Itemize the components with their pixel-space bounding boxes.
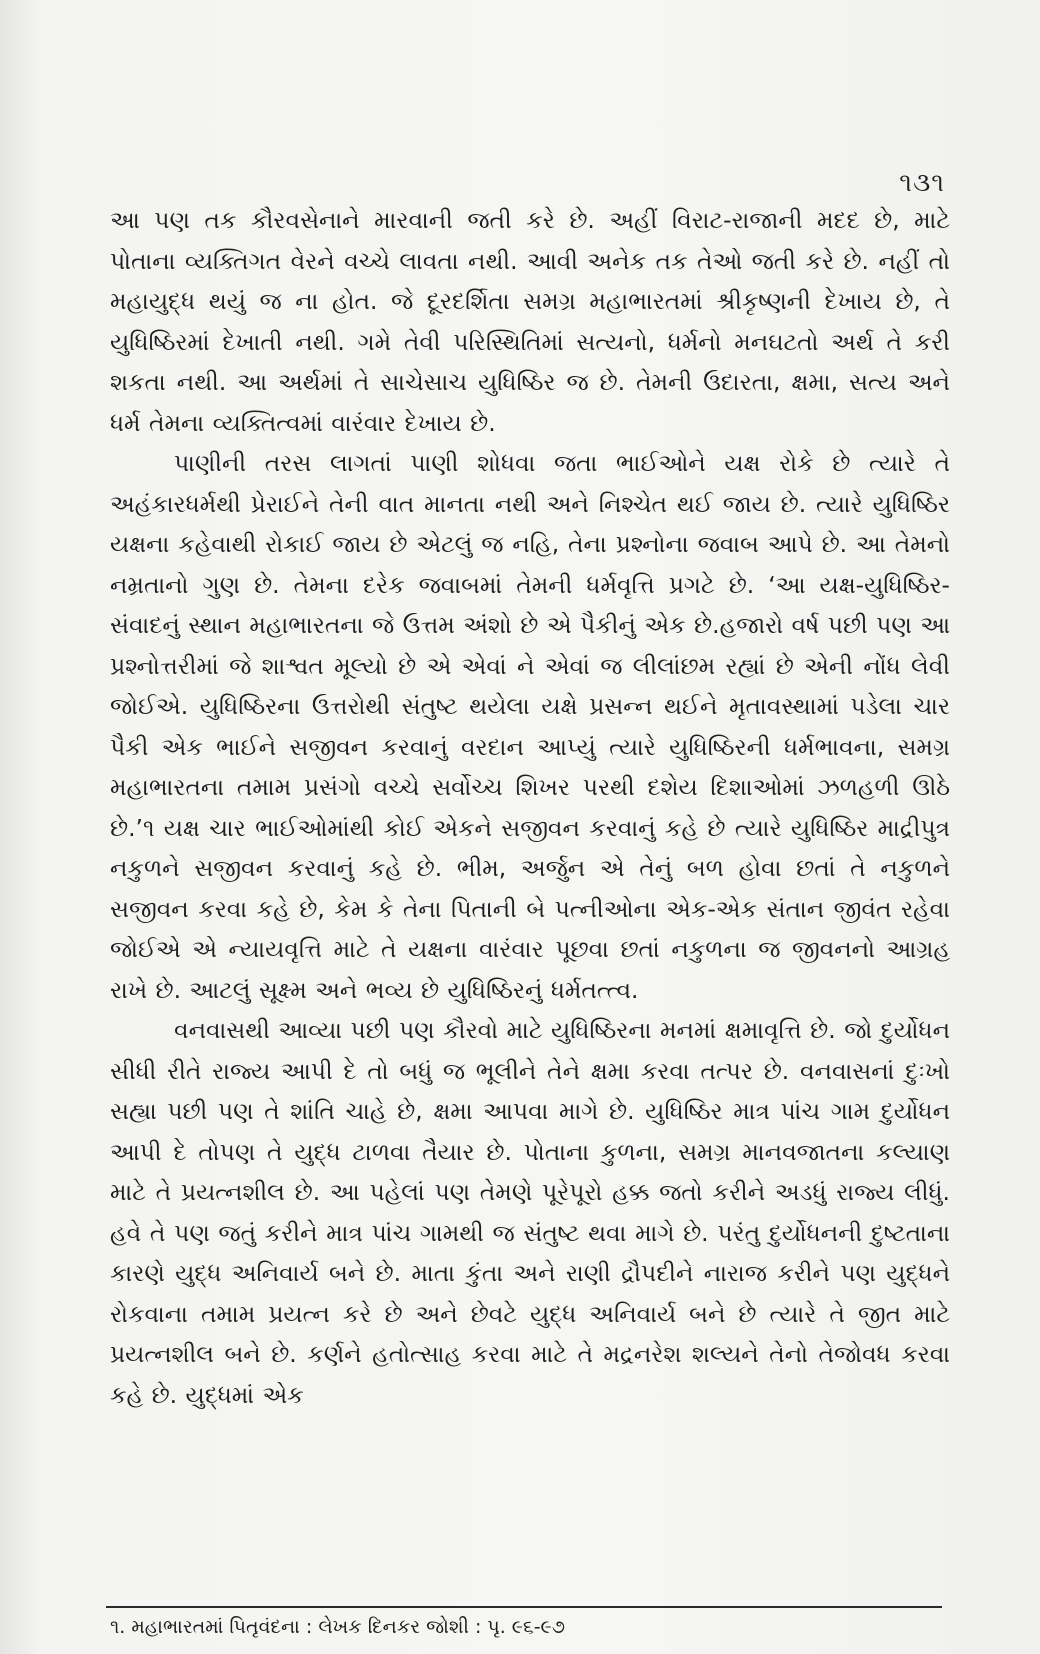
paragraph-1: આ પણ તક કૌરવસેનાને મારવાની જતી કરે છે. અહીં વિરાટ-રાજાની મદદ છે, માટે પોતાના વ્યક્તિગત વેરને વચ્ચે લાવતા નથી. આવી અનેક તક તેઓ જતી કરે છે. નહીં તો મહાયુદ્ધ થયું જ ના હોત. જે દૂરદર્શિતા સમગ્ર મહાભારતમાં શ્રીકૃષ્ણની દેખાય છે, તે યુધિષ્ઠિરમાં દેખાતી નથી. ગમે તેવી પરિસ્થિતિમાં સત્યનો, ધર્મનો મનઘટતો અર્થ તે કરી શકતા નથી. આ અર્થમાં તે સાચેસાચ યુધિષ્ઠિર જ છે. તેમની ઉદારતા, ક્ષમા, સત્ય અને ધર્મ તેમના વ્યક્તિત્વમાં વારંવાર દેખાય છે.	[110, 206, 950, 437]
paragraph-2: પાણીની તરસ લાગતાં પાણી શોધવા જતા ભાઈઓને યક્ષ રોકે છે ત્યારે તે અહંકારધર્મથી પ્રેરાઈને તેની વાત માનતા નથી અને નિશ્ચેત થઈ જાય છે. ત્યારે યુધિષ્ઠિર યક્ષના કહેવાથી રોકાઈ જાય છે એટલું જ નહિ, તેના પ્રશ્નોના જવાબ આપે છે. આ તેમનો નમ્રતાનો ગુણ છે. તેમના દરેક જવાબમાં તેમની ધર્મવૃત્તિ પ્રગટે છે. ‘આ યક્ષ-યુધિષ્ઠિર-સંવાદનું સ્થાન મહાભારતના જે ઉત્તમ અંશો છે એ પૈકીનું એક છે.હજારો વર્ષ પછી પણ આ પ્રશ્નોત્તરીમાં જે શાશ્વત મૂલ્યો છે એ એવાં ને એવાં જ લીલાંછમ રહ્યાં છે એની નોંધ લેવી જોઈએ. યુધિષ્ઠિરના ઉત્તરોથી સંતુષ્ટ થયેલા યક્ષે પ્રસન્ન થઈને મૃતાવસ્થામાં પડેલા ચાર પૈકી એક ભાઈને સજીવન કરવાનું વરદાન આપ્યું ત્યારે યુધિષ્ઠિરની ધર્મભાવના, સમગ્ર મહાભારતના તમામ પ્રસંગો વચ્ચે સર્વોચ્ચ શિખર પરથી દશેય દિશાઓમાં ઝળહળી ઊઠે છે.’૧ યક્ષ ચાર ભાઈઓમાંથી કોઈ એકને સજીવન કરવાનું કહે છે ત્યારે યુધિષ્ઠિર માદ્રીપુત્ર નકુળને સજીવન કરવાનું કહે છે. ભીમ, અર્જુન એ તેનું બળ હોવા છતાં તે નકુળને સજીવન કરવા કહે છે, કેમ કે તેના પિતાની બે પત્નીઓના એક-એક સંતાન જીવંત રહેવા જોઈએ એ ન્યાયવૃત્તિ માટે તે યક્ષના વારંવાર પૂછવા છતાં નકુળના જ જીવનનો આગ્રહ રાખે છે. આટલું સૂક્ષ્મ અને ભવ્ય છે યુધિષ્ઠિરનું ધર્મતત્ત્વ.	[110, 449, 950, 1004]
footnote: ૧. મહાભારતમાં પિતૃવંદના : લેખક દિનકર જોશી : પૃ. ૯૬-૯૭	[110, 1616, 565, 1638]
footnote-divider	[106, 1606, 942, 1608]
body-text	[110, 200, 950, 1415]
paragraph-3: વનવાસથી આવ્યા પછી પણ કૌરવો માટે યુધિષ્ઠિરના મનમાં ક્ષમાવૃત્તિ છે. જો દુર્યોધન સીધી રીતે રાજ્ય આપી દે તો બધું જ ભૂલીને તેને ક્ષમા કરવા તત્પર છે. વનવાસનાં દુઃખો સહ્યા પછી પણ તે શાંતિ ચાહે છે, ક્ષમા આપવા માગે છે. યુધિષ્ઠિર માત્ર પાંચ ગામ દુર્યોધન આપી દે તોપણ તે યુદ્ધ ટાળવા તૈયાર છે. પોતાના કુળના, સમગ્ર માનવજાતના કલ્યાણ માટે તે પ્રયત્નશીલ છે. આ પહેલાં પણ તેમણે પૂરેપૂરો હક્ક જતો કરીને અડધું રાજ્ય લીધું. હવે તે પણ જતું કરીને માત્ર પાંચ ગામથી જ સંતુષ્ટ થવા માગે છે. પરંતુ દુર્યોધનની દુષ્ટતાના કારણે યુદ્ધ અનિવાર્ય બને છે. માતા કુંતા અને રાણી દ્રૌપદીને નારાજ કરીને પણ યુદ્ધને રોકવાના તમામ પ્રયત્ન કરે છે અને છેવટે યુદ્ધ અનિવાર્ય બને છે ત્યારે તે જીત માટે પ્રયત્નશીલ બને છે. કર્ણને હતોત્સાહ કરવા માટે તે મદ્રનરેશ શલ્યને તેનો તેજોવધ કરવા કહે છે. યુદ્ધમાં એક	[110, 1016, 950, 1409]
page-number: ૧૩૧	[899, 168, 945, 198]
